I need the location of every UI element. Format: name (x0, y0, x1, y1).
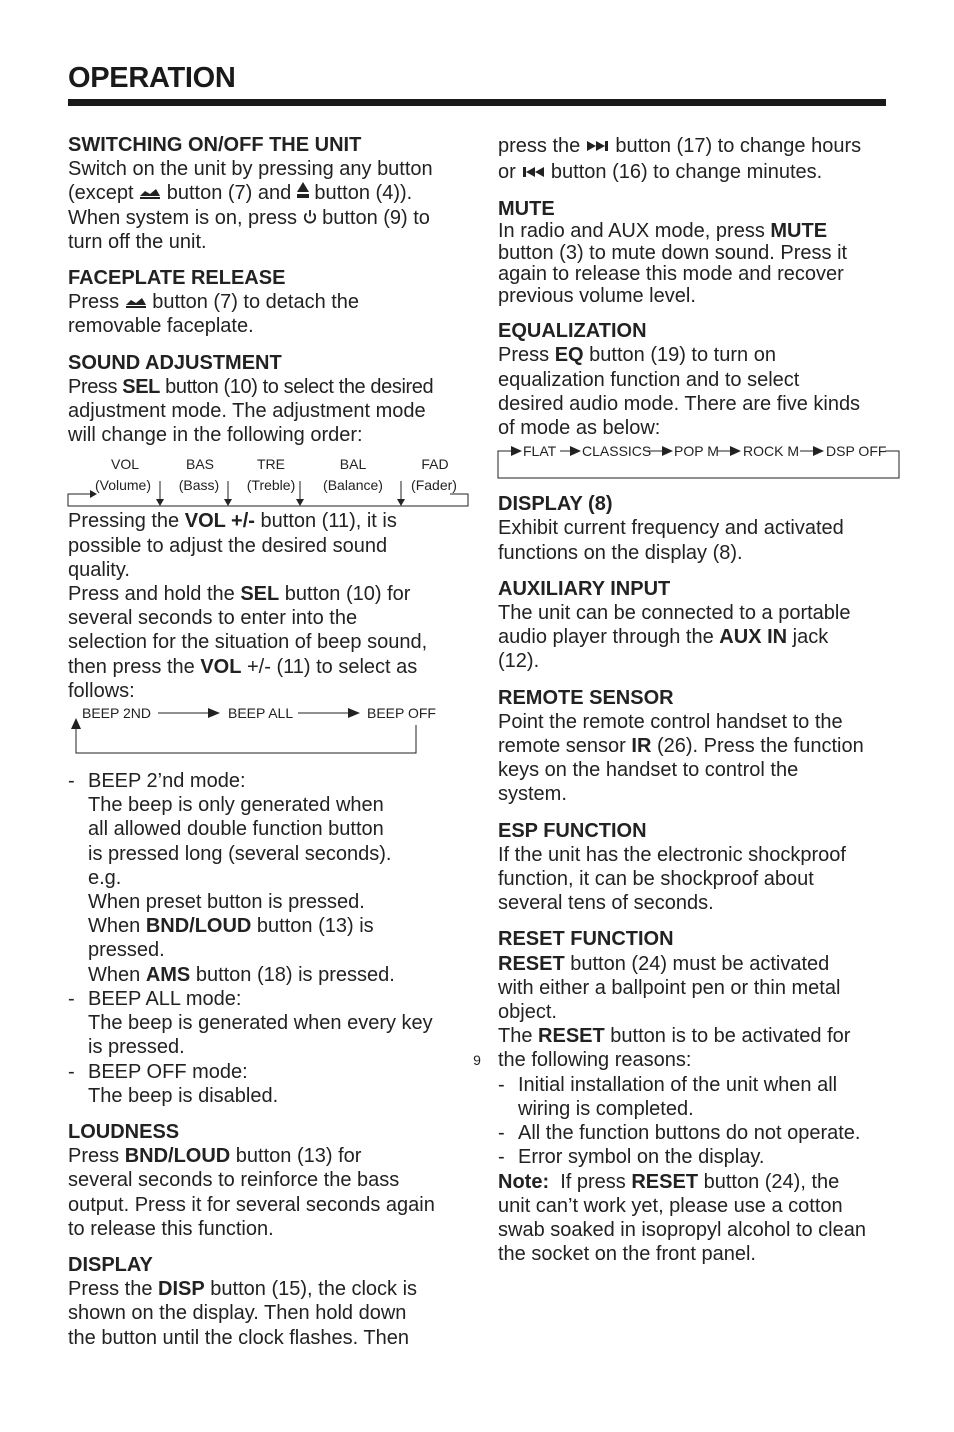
section-esp-function (498, 819, 893, 916)
text-line: (12). (498, 650, 540, 673)
note-line: Note: If press RESET button (24), the (498, 1170, 840, 1193)
section-heading: DISPLAY (68, 1253, 153, 1276)
eject-faceplate-icon (139, 185, 161, 199)
beep-mode-label: BEEP 2ND (82, 705, 151, 722)
text-line: quality. (68, 558, 130, 581)
text-line: When system is on, press button (9) to (68, 206, 430, 229)
mode-full: (Treble) (246, 477, 296, 494)
next-track-icon (586, 140, 610, 152)
section-heading: MUTE (498, 198, 555, 220)
section-heading: SWITCHING ON/OFF THE UNIT (68, 134, 362, 156)
text-line: keys on the handset to control the (498, 759, 799, 782)
section-display (68, 1253, 460, 1350)
text-line: previous volume level. (498, 284, 696, 307)
section-display-8 (498, 492, 893, 565)
text-line: several seconds to reinforce the bass (68, 1169, 400, 1192)
text-line: will change in the following order: (68, 424, 363, 447)
beep-mode-diagram (68, 703, 448, 765)
section-equalization (498, 319, 893, 480)
text-line: Point the remote control handset to the (498, 710, 843, 733)
section-heading: FACEPLATE RELEASE (68, 267, 286, 290)
text-line: several tens of seconds. (498, 892, 714, 915)
text-line: selection for the situation of beep sound, (68, 631, 428, 654)
text-line: swab soaked in isopropyl alcohol to clean (498, 1218, 866, 1241)
previous-track-icon (521, 166, 545, 178)
text-line: with either a ballpoint pen or thin metal (498, 976, 841, 999)
section-reset-function (498, 927, 893, 1266)
mode-abbr: FAD (421, 456, 449, 473)
right-column (498, 133, 893, 1278)
section-switching (68, 133, 460, 254)
left-column (68, 133, 460, 1362)
mode-abbr: BAS (185, 456, 215, 473)
text-line: turn off the unit. (68, 230, 207, 253)
text-line: press the button (17) to change hours (498, 135, 862, 157)
text-line: desired audio mode. There are five kinds (498, 392, 861, 415)
eq-mode-label: DSP OFF (826, 443, 887, 460)
section-heading: EQUALIZATION (498, 320, 647, 343)
text-line: or button (16) to change minutes. (498, 161, 823, 183)
section-heading: ESP FUNCTION (498, 819, 647, 842)
section-heading: REMOTE SENSOR (498, 686, 674, 709)
text-line: e.g. (88, 866, 122, 889)
page-number: 9 (473, 1052, 481, 1068)
text-line: Press SEL button (10) to select the desired (68, 375, 434, 398)
text-line: then press the VOL +/- (11) to select as (68, 655, 418, 678)
text-line: The beep is disabled. (88, 1084, 279, 1107)
text-line: shown on the display. Then hold down (68, 1302, 407, 1325)
text-line: Press the DISP button (15), the clock is (68, 1278, 418, 1301)
text-line: possible to adjust the desired sound (68, 534, 388, 557)
text-line: Press button (7) to detach the (68, 291, 360, 314)
text-line: output. Press it for several seconds again (68, 1193, 435, 1216)
beep-2nd-item: - BEEP 2’nd mode: (68, 770, 246, 793)
title-rule (68, 99, 886, 106)
text-line: several seconds to enter into the (68, 607, 358, 630)
mode-abbr: VOL (110, 456, 140, 473)
reset-reason-item: - All the function buttons do not operate. (498, 1122, 861, 1145)
eject-icon (297, 182, 309, 199)
text-line: the button until the clock flashes. Then (68, 1326, 409, 1349)
beep-off-item: - BEEP OFF mode: (68, 1060, 248, 1083)
section-heading: AUXILIARY INPUT (498, 577, 671, 600)
mode-full: (Balance) (323, 477, 383, 494)
section-sound-adjustment (68, 351, 460, 1108)
section-mute (498, 197, 893, 307)
beep-mode-label: BEEP ALL (228, 705, 294, 722)
eq-mode-label: POP M (674, 443, 719, 460)
page-title: OPERATION (68, 62, 236, 94)
text-line: of mode as below: (498, 417, 661, 440)
text-line: When AMS button (18) is pressed. (88, 963, 395, 986)
text-line: pressed. (88, 939, 165, 962)
text-line: The unit can be connected to a portable (498, 602, 851, 625)
text-line: equalization function and to select (498, 368, 800, 391)
sound-mode-diagram (66, 449, 470, 507)
text-line: remote sensor IR (26). Press the function (498, 735, 864, 758)
section-heading: RESET FUNCTION (498, 928, 674, 951)
reset-reason-item: - Error symbol on the display. (498, 1146, 765, 1169)
text-line: button (3) to mute down sound. Press it (498, 241, 848, 264)
eq-mode-label: FLAT (523, 443, 557, 460)
text-line: is pressed long (several seconds). (88, 842, 392, 865)
text-line: Press BND/LOUD button (13) for (68, 1145, 362, 1168)
text-line: When BND/LOUD button (13) is (88, 915, 374, 938)
text-line: Pressing the VOL +/- button (11), it is (68, 510, 397, 533)
section-heading: LOUDNESS (68, 1120, 180, 1143)
text-line: unit can’t work yet, please use a cotton (498, 1194, 843, 1217)
mode-full: (Fader) (411, 477, 457, 494)
section-loudness (68, 1120, 460, 1241)
text-line: The beep is generated when every key (88, 1012, 433, 1035)
text-line: the following reasons: (498, 1049, 692, 1072)
eq-mode-label: ROCK M (743, 443, 799, 460)
eq-mode-label: CLASSICS (582, 443, 652, 460)
text-line: the socket on the front panel. (498, 1243, 756, 1266)
text-line: again to release this mode and recover (498, 263, 844, 286)
text-line: Press EQ button (19) to turn on (498, 344, 776, 367)
text-line: object. (498, 1001, 557, 1024)
mode-abbr: BAL (339, 456, 367, 473)
text-line: Press and hold the SEL button (10) for (68, 583, 411, 606)
eject-faceplate-icon (125, 294, 147, 308)
text-line: is pressed. (88, 1036, 185, 1059)
text-line: RESET button (24) must be activated (498, 952, 830, 975)
section-heading: DISPLAY (8) (498, 493, 613, 516)
text-line: function, it can be shockproof about (498, 868, 814, 891)
mode-full: (Volume) (94, 477, 152, 494)
section-display-continued (498, 133, 893, 185)
text-line: follows: (68, 679, 135, 702)
eq-mode-diagram (497, 442, 901, 480)
text-line: In radio and AUX mode, press MUTE (498, 220, 828, 243)
reset-reason-item: - Initial installation of the unit when all wiring is completed. (498, 1073, 838, 1120)
section-remote-sensor (498, 686, 893, 807)
text-line: Exhibit current frequency and activated (498, 517, 844, 540)
beep-mode-label: BEEP OFF (367, 705, 436, 722)
text-line: to release this function. (68, 1217, 274, 1240)
text-line: adjustment mode. The adjustment mode (68, 400, 426, 423)
text-line: (except button (7) and button (4)). (68, 182, 413, 205)
text-line: The beep is only generated when (88, 794, 384, 817)
text-line: removable faceplate. (68, 315, 254, 338)
power-icon (303, 209, 317, 224)
section-faceplate (68, 266, 460, 339)
text-line: The RESET button is to be activated for (498, 1025, 851, 1048)
text-line: system. (498, 783, 567, 806)
text-line: Switch on the unit by pressing any button (68, 158, 433, 181)
section-heading: SOUND ADJUSTMENT (68, 351, 282, 374)
text-line: If the unit has the electronic shockproof (498, 843, 846, 866)
mode-full: (Bass) (178, 477, 220, 494)
beep-all-item: - BEEP ALL mode: (68, 987, 242, 1010)
text-line: audio player through the AUX IN jack (498, 626, 829, 649)
text-line: When preset button is pressed. (88, 891, 365, 914)
text-line: all allowed double function button (88, 818, 384, 841)
mode-abbr: TRE (257, 456, 285, 473)
text-line: functions on the display (8). (498, 541, 743, 564)
section-auxiliary-input (498, 577, 893, 674)
